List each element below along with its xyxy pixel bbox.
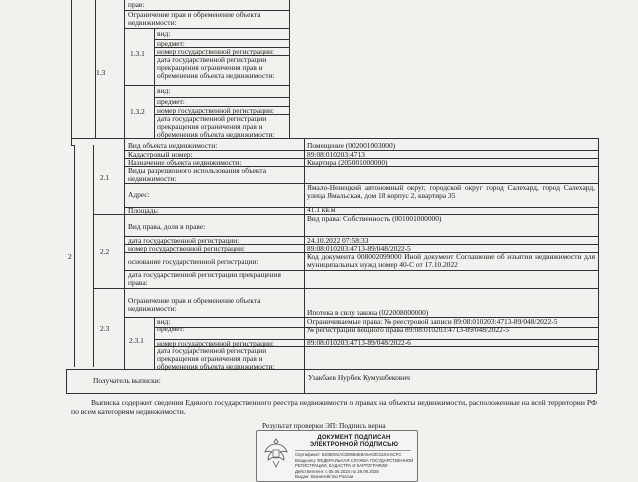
- field-label: вид:: [157, 317, 171, 326]
- grid-line: [596, 369, 597, 393]
- field-label: номер государственной регистрации:: [157, 339, 274, 348]
- stamp-rule: [295, 450, 411, 451]
- grid-line: [93, 145, 94, 367]
- field-label: Площадь:: [128, 206, 159, 215]
- address-value: Ямало-Ненецкий автономный округ, городской округ город Салехард, город Салехард, улица Ямальская, дом 18 корпус 2, квартира 35: [307, 183, 595, 201]
- recipient-label: Получатель выписки:: [93, 376, 161, 385]
- field-label: дата государственной регистрации прекращения ограничения прав и обременения объекта недвижимости:: [157, 114, 275, 140]
- grid-line: [289, 0, 290, 138]
- cell-text: прав:: [128, 0, 145, 9]
- grid-line: [124, 207, 599, 208]
- grid-line: [124, 0, 125, 369]
- field-label: дата государственной регистрации прекращения права:: [128, 270, 281, 288]
- field-value: Вид права: Собственность (001001000000): [307, 214, 442, 223]
- eagle-emblem-icon: [263, 437, 289, 469]
- field-label: предмет:: [157, 39, 185, 48]
- row-number: 2.1: [100, 173, 110, 182]
- row-number: 2.3.1: [129, 336, 144, 345]
- field-label: дата государственной регистрации прекращения ограничения прав и обременения объекта недвижимости:: [157, 346, 275, 372]
- grid-line: [66, 393, 597, 394]
- stamp-title: [295, 435, 413, 449]
- grid-line: [66, 369, 599, 370]
- grid-line: [74, 145, 75, 367]
- grid-line: [304, 369, 305, 393]
- field-label: номер государственной регистрации:: [128, 244, 245, 253]
- grid-line: [71, 0, 72, 145]
- field-value: 89:08:010203:4713: [307, 150, 365, 159]
- field-value: Ипотека в силу закона (022008000000): [307, 308, 429, 317]
- field-label: номер государственной регистрации:: [157, 106, 274, 115]
- field-label: дата государственной регистрации:: [128, 236, 240, 245]
- stamp-title-line: ЭЛЕКТРОННОЙ ПОДПИСЬЮ: [309, 442, 399, 448]
- field-label: Назначение объекта недвижимости:: [128, 158, 242, 167]
- field-value: 41.1 кв.м: [307, 205, 336, 214]
- row-number: 2.3: [100, 324, 110, 333]
- stamp-extra: Выдан: Казначейство России: [295, 474, 354, 479]
- field-value: 24.10.2022 07:58:33: [307, 236, 369, 245]
- grid-line: [71, 145, 75, 146]
- grid-line: [71, 138, 599, 139]
- field-label: Кадастровый номер:: [128, 150, 193, 159]
- stamp-title-line: ДОКУМЕНТ ПОДПИСАН: [317, 435, 391, 441]
- recipient-value: Узакбаев Нурбек Кумушбекович: [308, 373, 411, 382]
- field-value: Помещение (002001003000): [307, 141, 396, 150]
- field-label: предмет:: [157, 324, 185, 333]
- cell-header: Ограничение прав и обременение объекта недвижимости:: [128, 10, 261, 28]
- field-label: Вид объекта недвижимости:: [128, 141, 218, 150]
- field-label: вид:: [157, 86, 171, 95]
- row-number: 2.2: [100, 247, 110, 256]
- row-number: 1.3.1: [130, 49, 145, 58]
- field-label: Вид права, доля в праве:: [128, 222, 206, 231]
- grid-line: [154, 317, 155, 369]
- signature-stamp: [256, 430, 418, 482]
- field-value: Квартира (205001000000): [307, 158, 388, 167]
- field-label: Адрес:: [128, 190, 150, 199]
- grid-line: [154, 28, 155, 138]
- grid-line: [598, 138, 599, 369]
- field-value: 89:08:010203:4713-89/048/2022-6: [307, 338, 411, 347]
- field-value: 89:08:010203:4713-89/048/2022-5: [307, 244, 411, 253]
- stamp-owner: РЕГИСТРАЦИИ, КАДАСТРА И КАРТОГРАФИИ: [295, 463, 388, 468]
- field-label: дата государственной регистрации прекращения ограничения прав и обременения объекта недвижимости:: [157, 55, 275, 81]
- stamp-owner: Владелец: ФЕДЕРАЛЬНАЯ СЛУЖБА ГОСУДАРСТВЕННОЙ: [295, 458, 414, 463]
- field-label: предмет:: [157, 97, 185, 106]
- row-number: 1.3: [96, 68, 106, 77]
- stamp-cert: Сертификат: 6305D81ACB06B4E8A5A03C5154-6CFC: [295, 452, 402, 457]
- stamp-valid: Действителен: с 05.06.2024 по 29.08.2025: [295, 469, 379, 474]
- grid-line: [124, 28, 290, 29]
- field-value: № регистрации вещного права 89:08:010203:4713-89/048/2022-5: [307, 325, 509, 334]
- grid-line: [124, 85, 290, 86]
- field-label: Виды разрешенного использования объекта недвижимости:: [128, 166, 267, 184]
- field-label: вид:: [157, 29, 171, 38]
- field-value: Ограничиваемые права: № реестровой записи 89:08:010203:4713-89/048/2022-5: [307, 317, 558, 326]
- field-label: основание государственной регистрации:: [128, 257, 259, 266]
- field-value: Код документа 008002099000 Иной документ Соглашение об изъятии недвижимости для муниципальных нужд номер 40-С от 17.10.2022: [307, 252, 595, 270]
- row-number: 1.3.2: [130, 107, 145, 116]
- grid-line: [304, 138, 305, 369]
- grid-line: [66, 369, 67, 393]
- cell-header: Ограничение прав и обременение объекта недвижимости:: [128, 296, 261, 314]
- row-number: 2: [68, 252, 72, 261]
- ep-check-text: Результат проверки ЭП: Подпись верна: [262, 421, 386, 430]
- footer-note: Выписка содержит сведения Единого государственного реестра недвижимости о правах на объекты недвижимости, расположенные на всей территории РФ по всем категориям недвижимости.: [71, 398, 597, 416]
- grid-line: [93, 288, 599, 289]
- field-label: номер государственной регистрации:: [157, 47, 274, 56]
